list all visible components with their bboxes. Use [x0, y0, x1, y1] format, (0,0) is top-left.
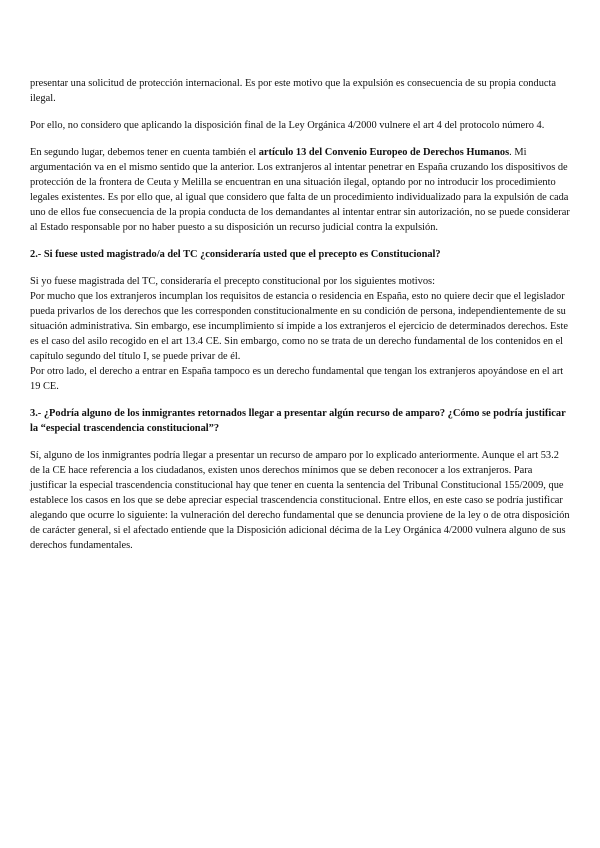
paragraph-article-13	[30, 145, 570, 235]
answer-2-reason-2: Por otro lado, el derecho a entrar en España tampoco es un derecho fundamental que tengan los extranjeros apoyándose en el art 19 CE.	[30, 366, 564, 392]
document-body	[30, 76, 570, 553]
question-3-heading: 3.- ¿Podría alguno de los inmigrantes retornados llegar a presentar algún recurso de amparo? ¿Cómo se podría justificar la “especial trascendencia constitucional”?	[30, 408, 566, 434]
paragraph-conclusion-expulsion: presentar una solicitud de protección internacional. Es por este motivo que la expulsión es consecuencia de su propia conducta ilegal.	[30, 78, 556, 104]
paragraph-protocol-4: Por ello, no considero que aplicando la disposición final de la Ley Orgánica 4/2000 vulnere el art 4 del protocolo número 4.	[30, 120, 545, 131]
article-13-reference: artículo 13 del Convenio Europeo de Derechos Humanos	[258, 147, 510, 158]
answer-2-reason-1: Por mucho que los extranjeros incumplan los requisitos de estancia o residencia en España, esto no quiere decir que el legislador pueda privarlos de los derechos que les corresponden constitucionalmente en su condición de persona, independientemente de su situación administrativa. Sin embargo, ese incumplimiento sí impide a los extranjeros el ejercicio de determinados derechos. Este es el caso del asilo recogido en el art 13.4 CE. Sin embargo, como no se trata de un derecho fundamental de los contenidos en el capítulo segundo del título I, se puede privar de él.	[30, 291, 568, 362]
answer-2-intro: Si yo fuese magistrada del TC, consideraría el precepto constitucional por los siguientes motivos:	[30, 276, 435, 287]
article-13-argument: . Mi argumentación va en el mismo sentido que la anterior. Los extranjeros al intentar penetrar en España cruzando los dispositivos de protección de la frontera de Ceuta y Melilla se encuentran en una situación ilegal, optando por no introducir los procedimiento legales existentes. Es por ello que, al igual que considero que falta de un procedimiento individualizado para la expulsión de cada uno de ellos fue consecuencia de la propia conducta de los demandantes al intentar entrar sin autorización, no se puede considerar al Estado responsable por no haber puesto a su disposición un recurso judicial contra la expulsión.	[30, 147, 570, 233]
article-13-intro: En segundo lugar, debemos tener en cuenta también el	[30, 147, 259, 158]
question-2-heading: 2.- Si fuese usted magistrado/a del TC ¿consideraría usted que el precepto es Constitucional?	[30, 249, 441, 260]
answer-3: Sí, alguno de los inmigrantes podría llegar a presentar un recurso de amparo por lo explicado anteriormente. Aunque el art 53.2 de la CE hace referencia a los ciudadanos, existen unos derechos mínimos que se deben reconocer a los extranjeros. Para justificar la especial trascendencia constitucional hay que tener en cuenta la sentencia del Tribunal Constitucional 155/2009, que establece los casos en los que se debe apreciar especial trascendencia constitucional. Entre ellos, en este caso se podría justificar alegando que ocurre lo siguiente: la vulneración del derecho fundamental que se denuncia proviene de la ley o de otra disposición de carácter general, si el afectado entiende que la Disposición adicional décima de la Ley Orgánica 4/2000 vulnera alguno de sus derechos fundamentales.	[30, 450, 570, 551]
